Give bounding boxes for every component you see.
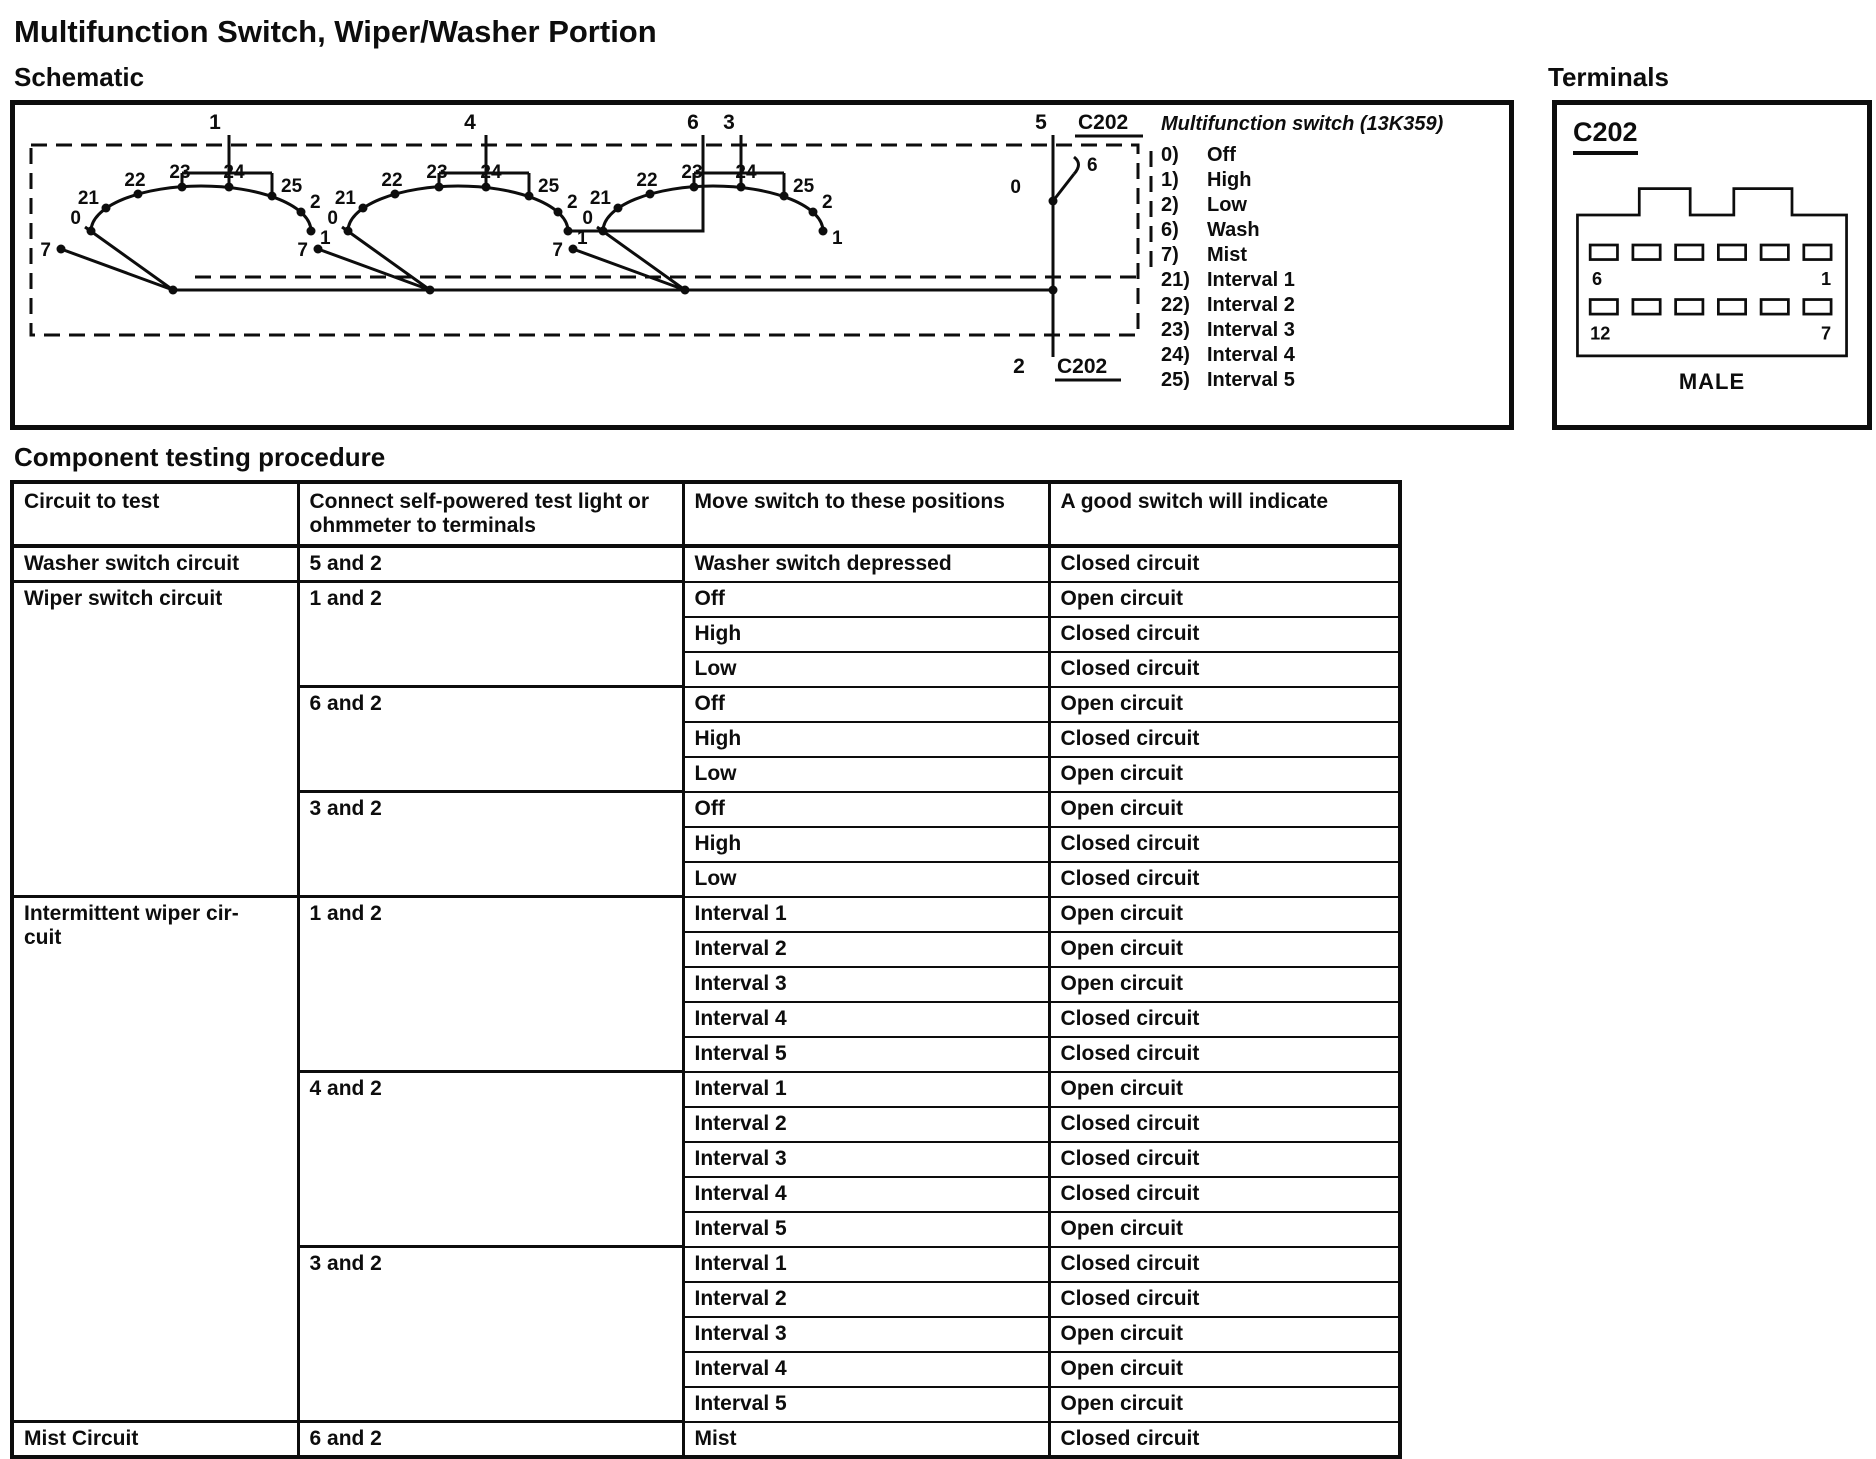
terminal-label: 5 [1035, 111, 1047, 134]
header-positions: Move switch to these positions [683, 482, 1049, 546]
result-cell: Closed circuit [1049, 1282, 1400, 1317]
position-cell: Low [683, 757, 1049, 792]
position-cell: Off [683, 792, 1049, 827]
position-cell: Low [683, 652, 1049, 687]
circuit-cell: Mist Circuit [12, 1422, 298, 1458]
washer-off-label: 0 [1010, 177, 1021, 198]
result-cell: Closed circuit [1049, 652, 1400, 687]
position-cell: Interval 2 [683, 1282, 1049, 1317]
position-cell: Interval 4 [683, 1002, 1049, 1037]
circuit-cell: Washer switch circuit [12, 546, 298, 582]
legend-item [1161, 168, 1521, 193]
result-cell: Closed circuit [1049, 546, 1400, 582]
legend-item [1161, 343, 1521, 368]
legend-item-label: Interval 5 [1207, 369, 1295, 391]
result-cell: Closed circuit [1049, 1177, 1400, 1212]
result-cell: Open circuit [1049, 967, 1400, 1002]
legend-item-key: 7) [1161, 244, 1179, 266]
legend-item-label: Wash [1207, 219, 1260, 241]
washer-switch-arm [1053, 174, 1074, 201]
legend-item-key: 6) [1161, 219, 1179, 241]
legend-item [1161, 293, 1521, 318]
position-cell: Interval 5 [683, 1212, 1049, 1247]
result-cell: Closed circuit [1049, 1107, 1400, 1142]
connector-gender-label: MALE [1678, 369, 1746, 394]
legend-title: Multifunction switch (13K359) [1161, 113, 1444, 135]
position-cell: Off [683, 582, 1049, 617]
result-cell: Closed circuit [1049, 1142, 1400, 1177]
connector-name: C202 [1573, 117, 1638, 155]
result-cell: Closed circuit [1049, 722, 1400, 757]
position-cell: Interval 2 [683, 932, 1049, 967]
schematic-drawing: 7 0 21 22 23 24 25 2 1 4 6 3 5 C202 0 6 2 C202 [15, 105, 1509, 425]
position-cell: Interval 4 [683, 1352, 1049, 1387]
result-cell: Open circuit [1049, 757, 1400, 792]
pin-row-2 [1590, 300, 1831, 315]
result-cell: Closed circuit [1049, 1002, 1400, 1037]
legend-item-key: 2) [1161, 194, 1179, 216]
position-cell: High [683, 827, 1049, 862]
legend-item [1161, 318, 1521, 343]
legend-item-key: 23) [1161, 319, 1190, 341]
result-cell: Open circuit [1049, 932, 1400, 967]
pin-label-row2-right: 7 [1820, 323, 1832, 344]
terminals-panel [1552, 100, 1872, 430]
terminals-cell: 3 and 2 [298, 792, 683, 897]
schematic-heading: Schematic [14, 62, 145, 92]
legend-item-label: High [1207, 169, 1252, 191]
terminal-label: 1 [209, 111, 221, 134]
terminal-label: 6 [687, 111, 699, 134]
legend-item-label: Interval 3 [1207, 319, 1295, 341]
pin-label-row1-right: 1 [1820, 269, 1832, 289]
legend-items [1161, 143, 1521, 393]
terminals-cell: 1 and 2 [298, 897, 683, 1072]
result-cell: Open circuit [1049, 1387, 1400, 1422]
position-cell: Interval 3 [683, 967, 1049, 1002]
washer-wash-label: 6 [1087, 155, 1098, 176]
result-cell: Closed circuit [1049, 827, 1400, 862]
position-cell: Interval 5 [683, 1387, 1049, 1422]
terminal-label: 3 [723, 111, 735, 134]
table-row [12, 1422, 1400, 1458]
legend-item [1161, 218, 1521, 243]
legend-item [1161, 243, 1521, 268]
result-cell: Closed circuit [1049, 1037, 1400, 1072]
legend-item-key: 0) [1161, 144, 1179, 166]
terminals-cell: 5 and 2 [298, 546, 683, 582]
schematic-legend [1161, 113, 1521, 393]
washer-switch-hook [1074, 157, 1079, 174]
legend-item-key: 21) [1161, 269, 1190, 291]
result-cell: Closed circuit [1049, 862, 1400, 897]
legend-item-label: Low [1207, 194, 1247, 216]
legend-item-label: Interval 2 [1207, 294, 1295, 316]
result-cell: Open circuit [1049, 1317, 1400, 1352]
position-cell: Interval 2 [683, 1107, 1049, 1142]
legend-item-label: Mist [1207, 244, 1247, 266]
result-cell: Open circuit [1049, 1352, 1400, 1387]
position-cell: Interval 5 [683, 1037, 1049, 1072]
terminals-cell: 6 and 2 [298, 1422, 683, 1458]
legend-item [1161, 143, 1521, 168]
result-cell: Open circuit [1049, 792, 1400, 827]
position-cell: Interval 1 [683, 1247, 1049, 1282]
legend-item-key: 1) [1161, 169, 1179, 191]
connector-label-top: C202 [1078, 111, 1129, 134]
position-cell: Interval 3 [683, 1317, 1049, 1352]
circuit-cell: Intermittent wiper cir- cuit [12, 897, 298, 1422]
position-cell: Interval 3 [683, 1142, 1049, 1177]
legend-item-key: 24) [1161, 344, 1190, 366]
legend-item-label: Interval 4 [1207, 344, 1295, 366]
result-cell: Open circuit [1049, 687, 1400, 722]
result-cell: Open circuit [1049, 897, 1400, 932]
position-cell: Interval 4 [683, 1177, 1049, 1212]
legend-item [1161, 268, 1521, 293]
circuit-cell: Wiper switch circuit [12, 582, 298, 897]
result-cell: Open circuit [1049, 1072, 1400, 1107]
result-cell: Open circuit [1049, 582, 1400, 617]
terminals-cell: 3 and 2 [298, 1247, 683, 1422]
position-cell: Interval 1 [683, 897, 1049, 932]
terminals-heading: Terminals [1548, 62, 1669, 92]
result-cell: Closed circuit [1049, 617, 1400, 652]
table-row [12, 546, 1400, 582]
position-cell: Off [683, 687, 1049, 722]
terminal-label: 4 [464, 111, 476, 134]
terminals-cell: 6 and 2 [298, 687, 683, 792]
bottom-terminal-label: 2 [1013, 355, 1025, 378]
terminals-cell: 4 and 2 [298, 1072, 683, 1247]
testing-heading: Component testing procedure [14, 442, 386, 472]
header-indicate: A good switch will indicate [1049, 482, 1400, 546]
legend-item-key: 25) [1161, 369, 1190, 391]
schematic-panel [2, 100, 1514, 430]
connector-drawing [1566, 165, 1858, 365]
result-cell: Closed circuit [1049, 1247, 1400, 1282]
legend-item-label: Off [1207, 144, 1236, 166]
position-cell: Washer switch depressed [683, 546, 1049, 582]
position-cell: Interval 1 [683, 1072, 1049, 1107]
table-header-row [12, 482, 1400, 546]
header-terminals: Connect self-powered test light or ohmmeter to terminals [298, 482, 683, 546]
result-cell: Closed circuit [1049, 1422, 1400, 1458]
table-row [12, 897, 1400, 932]
position-cell: Low [683, 862, 1049, 897]
pin-row-1 [1590, 245, 1831, 260]
position-cell: High [683, 722, 1049, 757]
header-circuit: Circuit to test [12, 482, 298, 546]
pin-label-row1-left: 6 [1592, 269, 1603, 289]
page-title: Multifunction Switch, Wiper/Washer Portion [14, 14, 657, 49]
terminals-cell: 1 and 2 [298, 582, 683, 687]
connector-label-bottom: C202 [1057, 355, 1108, 378]
table-row [12, 582, 1400, 617]
legend-item-label: Interval 1 [1207, 269, 1295, 291]
position-cell: High [683, 617, 1049, 652]
position-cell: Mist [683, 1422, 1049, 1458]
pin-label-row2-left: 12 [1590, 323, 1611, 344]
legend-item-key: 22) [1161, 294, 1190, 316]
result-cell: Open circuit [1049, 1212, 1400, 1247]
testing-table [10, 480, 1402, 1459]
legend-item [1161, 368, 1521, 393]
legend-item [1161, 193, 1521, 218]
